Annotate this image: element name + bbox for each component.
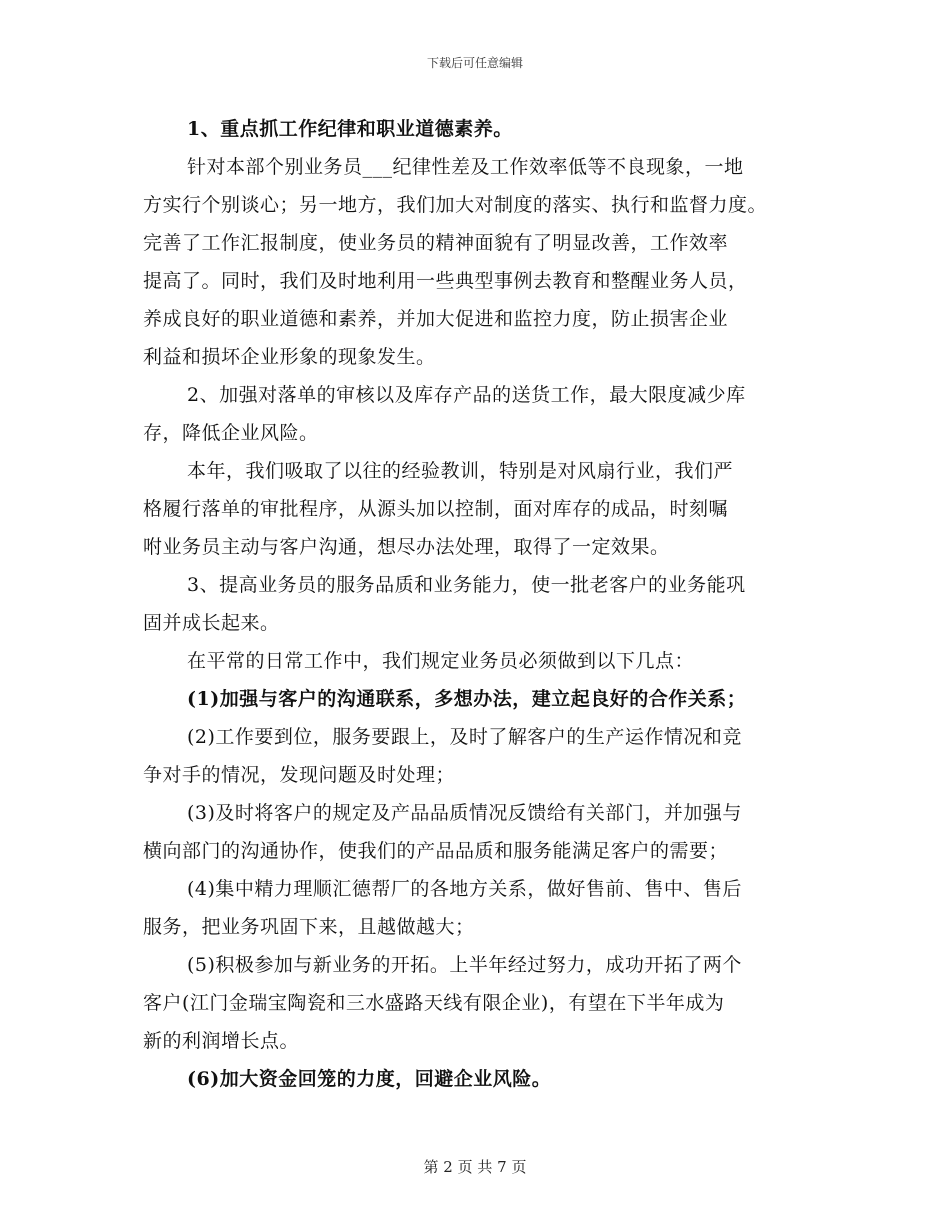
- list-item-3-continued: 横向部门的沟通协作，使我们的产品品质和服务能满足客户的需要；: [143, 840, 729, 862]
- page-number-footer: 第 2 页 共 7 页: [423, 1158, 527, 1176]
- list-item-5: (5)积极参加与新业务的开拓。上半年经过努力，成功开拓了两个: [187, 954, 742, 976]
- paragraph-line: 存，降低企业风险。: [143, 422, 319, 444]
- paragraph-line: 在平常的日常工作中，我们规定业务员必须做到以下几点：: [187, 650, 695, 672]
- paragraph-line: 方实行个别谈心；另一地方，我们加大对制度的落实、执行和监督力度。: [143, 194, 768, 216]
- list-item-2: (2)工作要到位，服务要跟上，及时了解客户的生产运作情况和竞: [187, 726, 742, 748]
- paragraph-line: 格履行落单的审批程序，从源头加以控制，面对库存的成品，时刻嘱: [143, 498, 729, 520]
- paragraph-line: 养成良好的职业道德和素养，并加大促进和监控力度，防止损害企业: [143, 308, 729, 330]
- paragraph-line: 固并成长起来。: [143, 612, 280, 634]
- paragraph-line: 针对本部个别业务员___纪律性差及工作效率低等不良现象，一地: [187, 156, 744, 178]
- list-item-4-continued: 服务，把业务巩固下来，且越做越大；: [143, 916, 475, 938]
- paragraph-line: 完善了工作汇报制度，使业务员的精神面貌有了明显改善，工作效率: [143, 232, 729, 254]
- paragraph-line: 咐业务员主动与客户沟通，想尽办法处理，取得了一定效果。: [143, 536, 670, 558]
- list-item-2-continued: 争对手的情况，发现问题及时处理；: [143, 764, 456, 786]
- paragraph-line: 提高了。同时，我们及时地利用一些典型事例去教育和整醒业务人员，: [143, 270, 748, 292]
- paragraph-line: 本年，我们吸取了以往的经验教训，特别是对风扇行业，我们严: [187, 460, 734, 482]
- list-item-6: (6)加大资金回笼的力度，回避企业风险。: [187, 1068, 552, 1090]
- page-header-note: 下载后可任意编辑: [426, 56, 523, 70]
- document-body: [143, 110, 823, 1098]
- list-item-3: (3)及时将客户的规定及产品品质情况反馈给有关部门，并加强与: [187, 802, 742, 824]
- list-item-5-continued: 客户(江门金瑞宝陶瓷和三水盛路天线有限企业)，有望在下半年成为: [143, 992, 725, 1014]
- list-item-1: (1)加强与客户的沟通联系，多想办法，建立起良好的合作关系；: [187, 688, 747, 710]
- paragraph-line: 利益和损坏企业形象的现象发生。: [143, 346, 436, 368]
- section-heading-1: 1、重点抓工作纪律和职业道德素养。: [187, 118, 513, 140]
- list-item-5-continued: 新的利润增长点。: [143, 1030, 300, 1052]
- list-item-4: (4)集中精力理顺汇德帮厂的各地方关系，做好售前、售中、售后: [187, 878, 742, 900]
- section-heading-3: 3、提高业务员的服务品质和业务能力，使一批老客户的业务能巩: [187, 574, 746, 596]
- section-heading-2: 2、加强对落单的审核以及库存产品的送货工作，最大限度减少库: [187, 384, 746, 406]
